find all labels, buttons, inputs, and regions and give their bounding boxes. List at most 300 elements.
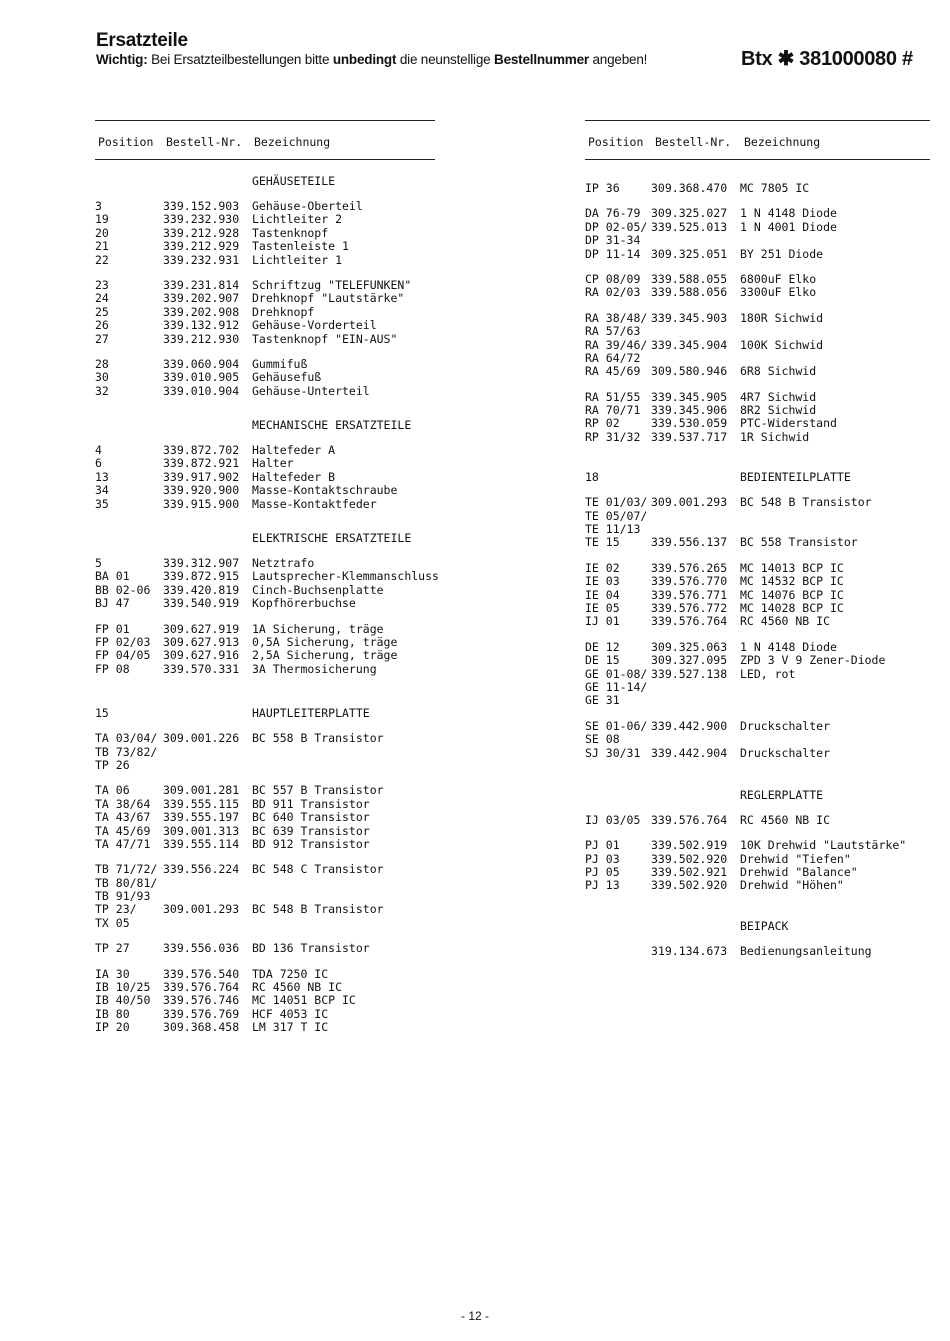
order-no-cell: 339.345.903 — [651, 310, 728, 325]
section-title-gehause: GEHÄUSETEILE — [252, 174, 336, 188]
position-cell: 23 — [95, 277, 109, 292]
table-row — [585, 510, 930, 523]
position-cell: TP 26 — [95, 757, 130, 772]
position-cell: RA 51/55 — [585, 389, 641, 404]
right-column — [585, 120, 930, 970]
table-row — [95, 838, 435, 851]
position-cell: FP 02/03 — [95, 634, 151, 649]
description-cell: 3300uF Elko — [740, 285, 817, 300]
position-cell: 20 — [95, 225, 109, 240]
header-position: Position — [588, 135, 644, 149]
position-cell: 26 — [95, 318, 109, 333]
position-cell: 5 — [95, 556, 102, 571]
order-no-cell: 339.555.197 — [163, 810, 240, 825]
order-no-cell: 339.345.906 — [651, 403, 728, 418]
description-cell: Tastenknopf — [252, 225, 329, 240]
position-cell: TE 15 — [585, 535, 620, 550]
order-no-cell: 339.502.921 — [651, 865, 728, 880]
order-no-cell: 339.917.902 — [163, 469, 240, 484]
description-cell: BC 639 Transistor — [252, 823, 370, 838]
table-row — [95, 557, 435, 570]
table-row — [95, 877, 435, 890]
note-text-c: die neunstellige — [396, 52, 495, 67]
table-row — [585, 391, 930, 404]
position-cell: GE 31 — [585, 693, 620, 708]
parts-group — [585, 562, 930, 629]
hauptleiterplatte-parts — [95, 732, 435, 1034]
position-cell: RA 39/46/ — [585, 337, 648, 352]
description-cell: Schriftzug "TELEFUNKEN" — [252, 277, 412, 292]
table-row — [585, 234, 930, 247]
bedienteilplatte-parts — [585, 496, 930, 760]
position-cell: DA 76-79 — [585, 206, 641, 221]
table-row — [95, 292, 435, 305]
description-cell: ZPD 3 V 9 Zener-Diode — [740, 653, 886, 668]
note-prefix: Wichtig: — [96, 52, 148, 67]
table-row — [585, 221, 930, 234]
description-cell: BD 136 Transistor — [252, 941, 370, 956]
description-cell: BC 548 C Transistor — [252, 862, 384, 877]
table-row — [95, 732, 435, 745]
table-row — [585, 589, 930, 602]
table-row — [585, 945, 930, 958]
description-cell: MC 14013 BCP IC — [740, 560, 844, 575]
position-cell: RP 31/32 — [585, 429, 641, 444]
order-no-cell: 309.627.916 — [163, 648, 240, 663]
note-text-d: Bestellnummer — [494, 52, 589, 67]
page-number: - 12 - — [460, 1309, 489, 1323]
order-no-cell: 309.627.919 — [163, 621, 240, 636]
order-no-cell: 339.920.900 — [163, 483, 240, 498]
table-row — [585, 879, 930, 892]
parts-group — [95, 623, 435, 677]
section-title-reglerplatte: REGLERPLATTE — [740, 787, 824, 802]
table-row — [95, 1021, 435, 1034]
parts-group — [585, 273, 930, 300]
order-no-cell: 339.060.904 — [163, 356, 240, 371]
table-row — [95, 597, 435, 610]
order-no-cell: 339.576.764 — [163, 980, 240, 995]
position-cell: DE 12 — [585, 639, 620, 654]
table-row — [585, 523, 930, 536]
table-row — [95, 200, 435, 213]
position-cell: SE 01-06/ — [585, 718, 648, 733]
position-cell: PJ 03 — [585, 851, 620, 866]
section-title-hauptleiterplatte: 15 HAUPTLEITERPLATTE — [95, 706, 370, 721]
table-row — [95, 917, 435, 930]
position-cell: IJ 03/05 — [585, 812, 641, 827]
position-cell: TP 27 — [95, 941, 130, 956]
table-row — [95, 584, 435, 597]
order-no-cell: 339.872.915 — [163, 569, 240, 584]
table-row — [585, 417, 930, 430]
position-cell: TB 80/81/ — [95, 875, 158, 890]
position-cell: 19 — [95, 212, 109, 227]
description-cell: PTC-Widerstand — [740, 416, 837, 431]
order-no-cell: 309.368.458 — [163, 1020, 240, 1035]
position-cell: IE 04 — [585, 587, 620, 602]
order-no-cell: 339.576.265 — [651, 560, 728, 575]
position-cell: RA 45/69 — [585, 364, 641, 379]
btx-number: Btx ✱ 381000080 # — [741, 48, 913, 70]
parts-group — [95, 444, 435, 511]
table-row — [95, 890, 435, 903]
column-headers — [585, 135, 930, 157]
parts-group — [585, 182, 930, 195]
table-row — [585, 602, 930, 615]
description-cell: Tastenleiste 1 — [252, 239, 349, 254]
description-cell: 1R Sichwid — [740, 429, 810, 444]
description-cell: Drehknopf — [252, 304, 315, 319]
table-row — [585, 339, 930, 352]
description-cell: MC 14028 BCP IC — [740, 600, 844, 615]
description-cell: LED, rot — [740, 666, 796, 681]
section-title-beipack: BEIPACK — [740, 918, 789, 933]
description-cell: RC 4560 NB IC — [252, 980, 343, 995]
table-row — [585, 352, 930, 365]
table-row — [95, 227, 435, 240]
description-cell: Lichtleiter 2 — [252, 212, 343, 227]
position-cell: 4 — [95, 443, 102, 458]
order-no-cell: 339.555.114 — [163, 836, 240, 851]
reglerplatte-parts — [585, 814, 930, 893]
table-row — [95, 903, 435, 916]
order-no-cell: 309.327.095 — [651, 653, 728, 668]
table-row — [585, 273, 930, 286]
top-rule — [95, 120, 435, 121]
order-no-cell: 339.502.920 — [651, 851, 728, 866]
order-no-cell: 339.530.059 — [651, 416, 728, 431]
position-cell: TB 73/82/ — [95, 744, 158, 759]
position-cell: DP 31-34 — [585, 233, 641, 248]
order-no-cell: 339.312.907 — [163, 556, 240, 571]
table-row — [95, 968, 435, 981]
table-row — [95, 569, 439, 584]
description-cell: BC 557 B Transistor — [252, 783, 384, 798]
position-cell: TE 01/03/ — [585, 495, 648, 510]
table-row — [585, 365, 930, 378]
header-order-no: Bestell-Nr. — [166, 135, 243, 149]
table-row — [585, 575, 930, 588]
table-row — [585, 668, 930, 681]
position-cell: IB 10/25 — [95, 980, 151, 995]
description-cell: MC 14532 BCP IC — [740, 574, 844, 589]
table-row — [95, 498, 435, 511]
position-cell: 22 — [95, 252, 109, 267]
description-cell: 1 N 4001 Diode — [740, 219, 837, 234]
position-cell: IB 80 — [95, 1006, 130, 1021]
table-row — [95, 319, 435, 332]
order-no-cell: 339.576.772 — [651, 600, 728, 615]
position-cell: IP 20 — [95, 1020, 130, 1035]
position-cell: TE 11/13 — [585, 522, 641, 537]
description-cell: Gehäuse-Unterteil — [252, 383, 370, 398]
parts-group — [95, 863, 435, 930]
position-cell: GE 01-08/ — [585, 666, 648, 681]
description-cell: BY 251 Diode — [740, 246, 824, 261]
description-cell: HCF 4053 IC — [252, 1006, 329, 1021]
order-no-cell: 339.202.907 — [163, 291, 240, 306]
order-no-cell: 339.502.920 — [651, 878, 728, 893]
description-cell: Haltefeder B — [252, 469, 336, 484]
position-cell: RA 64/72 — [585, 350, 641, 365]
description-cell: Haltefeder A — [252, 443, 336, 458]
column-headers — [95, 135, 435, 157]
section-title-electrical: ELEKTRISCHE ERSATZTEILE — [252, 531, 412, 546]
table-row — [585, 615, 930, 628]
order-no-cell: 339.212.930 — [163, 331, 240, 346]
description-cell: Drehwid "Tiefen" — [740, 851, 851, 866]
position-cell: 21 — [95, 239, 109, 254]
table-row — [585, 654, 930, 667]
description-cell: 1 N 4148 Diode — [740, 206, 837, 221]
parts-group — [95, 784, 435, 851]
position-cell: TA 45/69 — [95, 823, 151, 838]
description-cell: Kopfhörerbuchse — [252, 596, 356, 611]
order-no-cell: 309.325.051 — [651, 246, 728, 261]
description-cell: 6800uF Elko — [740, 271, 817, 286]
position-cell: 28 — [95, 356, 109, 371]
header-position: Position — [98, 135, 154, 149]
order-no-cell: 339.525.013 — [651, 219, 728, 234]
order-no-cell: 339.588.056 — [651, 285, 728, 300]
position-cell: CP 08/09 — [585, 271, 641, 286]
description-cell: BC 558 B Transistor — [252, 731, 384, 746]
header-rule — [585, 159, 930, 160]
order-no-cell: 339.537.717 — [651, 429, 728, 444]
position-cell: 35 — [95, 496, 109, 511]
order-no-cell: 309.001.226 — [163, 731, 240, 746]
order-no-cell: 339.915.900 — [163, 496, 240, 511]
position-cell: 34 — [95, 483, 109, 498]
table-row — [95, 663, 435, 676]
order-no-cell: 339.556.137 — [651, 535, 728, 550]
order-no-cell: 339.527.138 — [651, 666, 728, 681]
table-row — [585, 747, 930, 760]
position-cell: GE 11-14/ — [585, 679, 648, 694]
position-cell: DP 11-14 — [585, 246, 641, 261]
position-cell: 13 — [95, 469, 109, 484]
position-cell: TA 38/64 — [95, 796, 151, 811]
table-row — [95, 333, 435, 346]
position-cell: DP 02-05/ — [585, 219, 648, 234]
table-row — [95, 811, 435, 824]
order-no-cell: 309.627.913 — [163, 634, 240, 649]
table-row — [585, 839, 930, 852]
table-row — [95, 254, 435, 267]
position-cell: RA 70/71 — [585, 403, 641, 418]
position-cell: 25 — [95, 304, 109, 319]
description-cell: 8R2 Sichwid — [740, 403, 817, 418]
table-row — [95, 213, 435, 226]
table-row — [95, 798, 435, 811]
position-cell: PJ 05 — [585, 865, 620, 880]
position-cell: 32 — [95, 383, 109, 398]
table-row — [95, 457, 435, 470]
description-cell: 0,5A Sicherung, träge — [252, 634, 398, 649]
position-cell: IA 30 — [95, 966, 130, 981]
position-cell: RA 02/03 — [585, 285, 641, 300]
order-no-cell: 339.576.764 — [651, 812, 728, 827]
position-cell: RA 38/48/ — [585, 310, 648, 325]
description-cell: 100K Sichwid — [740, 337, 824, 352]
description-cell: 3A Thermosicherung — [252, 661, 377, 676]
order-no-cell: 339.576.764 — [651, 614, 728, 629]
table-row — [95, 981, 435, 994]
position-cell: BJ 47 — [95, 596, 130, 611]
description-cell: Lautsprecher-Klemmanschluss — [252, 569, 439, 584]
position-cell: BB 02-06 — [95, 582, 151, 597]
description-cell: Masse-Kontaktfeder — [252, 496, 377, 511]
right-parts-list — [585, 182, 930, 958]
table-row — [585, 536, 930, 549]
note-text-b: unbedingt — [332, 52, 397, 67]
position-cell: PJ 13 — [585, 878, 620, 893]
description-cell: Drehwid "Höhen" — [740, 878, 844, 893]
table-row — [585, 207, 930, 220]
position-cell: TA 03/04/ — [95, 731, 158, 746]
position-cell: TB 91/93 — [95, 889, 151, 904]
position-cell: IE 03 — [585, 574, 620, 589]
description-cell: MC 14051 BCP IC — [252, 993, 356, 1008]
table-row — [585, 431, 930, 444]
position-cell: RA 57/63 — [585, 324, 641, 339]
electrical-parts — [95, 556, 439, 676]
table-row — [95, 385, 435, 398]
position-cell: TA 47/71 — [95, 836, 151, 851]
table-row — [95, 649, 435, 662]
table-row — [585, 853, 930, 866]
left-parts-list — [95, 174, 439, 1035]
table-row — [95, 825, 435, 838]
order-no-cell: 339.420.819 — [163, 582, 240, 597]
description-cell: TDA 7250 IC — [252, 966, 329, 981]
parts-group — [95, 968, 435, 1035]
gehause-parts — [95, 200, 435, 398]
header-order-no: Bestell-Nr. — [655, 135, 732, 149]
position-cell: 27 — [95, 331, 109, 346]
order-no-cell: 309.368.470 — [651, 181, 728, 195]
parts-group — [585, 312, 930, 379]
position-cell: IE 05 — [585, 600, 620, 615]
order-no-cell: 339.010.904 — [163, 383, 240, 398]
page-title: Ersatzteile — [96, 30, 188, 51]
order-no-cell: 339.232.930 — [163, 212, 240, 227]
position-cell: BA 01 — [95, 569, 130, 584]
table-row — [95, 306, 435, 319]
table-row — [95, 759, 435, 772]
left-column — [95, 120, 439, 1047]
description-cell: LM 317 T IC — [252, 1020, 329, 1035]
description-cell: Drehknopf "Lautstärke" — [252, 291, 405, 306]
position-cell: TP 23/ — [95, 902, 137, 917]
note-text-e: angeben! — [588, 52, 648, 67]
description-cell: 10K Drehwid "Lautstärke" — [740, 838, 907, 853]
description-cell: Masse-Kontaktschraube — [252, 483, 398, 498]
position-cell: SE 08 — [585, 732, 620, 747]
order-no-cell: 339.010.905 — [163, 370, 240, 385]
section-title-bedienteilplatte: 18 BEDIENTEILPLATTE — [585, 470, 851, 485]
position-cell: TB 71/72/ — [95, 862, 158, 877]
table-row — [585, 814, 930, 827]
table-row — [95, 371, 435, 384]
order-no-cell: 309.001.293 — [651, 495, 728, 510]
parts-group — [95, 200, 435, 267]
order-no-cell: 339.576.769 — [163, 1006, 240, 1021]
position-cell: DE 15 — [585, 653, 620, 668]
order-no-cell: 339.152.903 — [163, 199, 240, 213]
order-no-cell: 309.001.293 — [163, 902, 240, 917]
beipack-parts — [585, 945, 930, 958]
description-cell: Gehäuse-Vorderteil — [252, 318, 377, 333]
position-cell: 3 — [95, 199, 102, 213]
table-row — [95, 623, 435, 636]
parts-group — [95, 279, 435, 346]
order-no-cell: 339.570.331 — [163, 661, 240, 676]
table-row — [95, 942, 435, 955]
order-no-cell: 339.132.912 — [163, 318, 240, 333]
position-cell: IP 36 — [585, 181, 620, 195]
table-row — [585, 182, 930, 195]
table-row — [585, 312, 930, 325]
order-no-cell: 309.580.946 — [651, 364, 728, 379]
parts-group — [585, 814, 930, 827]
description-cell: Netztrafo — [252, 556, 315, 571]
table-row — [95, 1008, 435, 1021]
position-cell: FP 08 — [95, 661, 130, 676]
table-row — [95, 240, 435, 253]
order-no-cell: 339.232.931 — [163, 252, 240, 267]
table-row — [95, 279, 435, 292]
position-cell: 24 — [95, 291, 109, 306]
parts-group — [95, 556, 439, 611]
position-cell: IJ 01 — [585, 614, 620, 629]
description-cell: 6R8 Sichwid — [740, 364, 817, 379]
description-cell: MC 14076 BCP IC — [740, 587, 844, 602]
description-cell: Bedienungsanleitung — [740, 943, 872, 958]
position-cell: 30 — [95, 370, 109, 385]
table-row — [585, 248, 930, 261]
description-cell: Gehäuse-Oberteil — [252, 199, 363, 213]
description-cell: 1 N 4148 Diode — [740, 639, 837, 654]
description-cell: Druckschalter — [740, 718, 831, 733]
position-cell: TA 43/67 — [95, 810, 151, 825]
parts-group — [585, 496, 930, 550]
header-rule — [95, 159, 435, 160]
position-cell: RP 02 — [585, 416, 620, 431]
parts-group — [95, 358, 435, 398]
parts-group — [585, 720, 930, 760]
table-row — [95, 471, 435, 484]
position-cell: PJ 01 — [585, 838, 620, 853]
order-no-cell: 309.325.027 — [651, 206, 728, 221]
description-cell: RC 4560 NB IC — [740, 614, 831, 629]
order-no-cell: 339.540.919 — [163, 596, 240, 611]
order-no-cell: 339.872.702 — [163, 443, 240, 458]
table-row — [95, 746, 435, 759]
table-row — [95, 484, 435, 497]
description-cell: Lichtleiter 1 — [252, 252, 343, 267]
position-cell: TA 06 — [95, 783, 130, 798]
order-no-cell: 339.345.905 — [651, 389, 728, 404]
parts-group — [585, 391, 930, 445]
table-row — [585, 562, 930, 575]
note-text-a: Bei Ersatzteilbestellungen bitte — [147, 52, 333, 67]
table-row — [585, 694, 930, 707]
order-no-cell: 339.212.929 — [163, 239, 240, 254]
position-cell: FP 04/05 — [95, 648, 151, 663]
order-no-cell: 339.576.540 — [163, 966, 240, 981]
